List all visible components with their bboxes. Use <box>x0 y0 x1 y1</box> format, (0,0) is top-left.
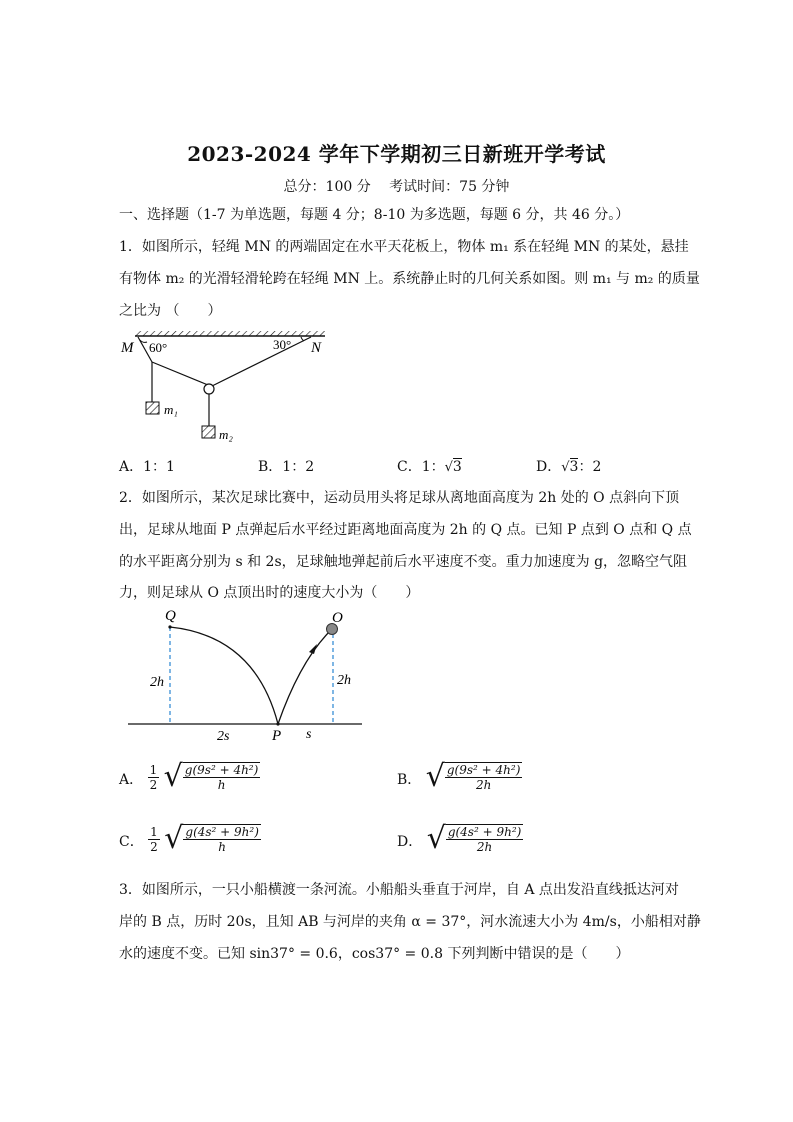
q2-option-c-radicand: $\frac{\text{g(4s² + 9h²)}}{h}$ <box>185 825 259 854</box>
trajectory-po <box>278 630 331 724</box>
block-m2 <box>202 426 215 438</box>
q2-line-3: 的水平距离分别为 s 和 2s，足球触地弹起前后水平速度不变。重力加速度为 g，忽略空气阻 <box>119 554 688 570</box>
q2-option-a-coef: $\frac{1}{2}$ <box>149 762 158 792</box>
q1-option-c[interactable] <box>397 456 462 476</box>
q2-figure <box>125 606 370 746</box>
pulley <box>204 384 214 394</box>
q3-line-1: 3．如图所示，一只小船横渡一条河流。小船船头垂直于河岸，自 A 点出发沿直线抵达河对 <box>119 882 679 898</box>
label-m1: m₁ <box>164 402 178 417</box>
q1-option-d[interactable] <box>536 456 601 476</box>
label-M: M <box>121 340 134 356</box>
label-m2: m₂ <box>219 427 233 442</box>
exam-subtitle: 总分：100 分 考试时间：75 分钟 <box>283 179 510 195</box>
label-2s: 2s <box>217 729 230 744</box>
sqrt-sign: √ <box>164 821 184 856</box>
section-heading: 一、选择题（1-7 为单选题，每题 4 分；8-10 为多选题，每题 6 分，共 46 分。） <box>119 207 630 223</box>
label-O: O <box>332 610 343 626</box>
exam-title: 2023-2024 学年下学期初三日新班开学考试 <box>187 142 606 166</box>
label-angle-60: 60° <box>149 340 168 355</box>
label-N: N <box>311 340 322 356</box>
label-P: P <box>272 728 282 744</box>
angle-arc-right <box>301 337 304 341</box>
q2-option-c-coef: $\frac{1}{2}$ <box>150 824 158 854</box>
q2-option-a[interactable] <box>119 759 260 794</box>
q2-option-b-label: B． <box>397 772 422 788</box>
q1-option-d-radicand: 3 <box>569 459 579 475</box>
q2-option-b-radicand: $\frac{\text{g(9s² + 4h²)}}{2h}$ <box>446 763 521 792</box>
q2-option-d-radicand: $\frac{\text{g(4s² + 9h²)}}{2h}$ <box>447 825 522 854</box>
label-s: s <box>306 727 312 742</box>
sqrt-sign: √ <box>444 460 453 475</box>
q3-line-2: 岸的 B 点，历时 20s，且知 AB 与河岸的夹角 α = 37°，河水流速大小为 4m/s，小船相对静 <box>119 914 701 930</box>
q1-option-a[interactable]: A．1：1 <box>119 459 175 475</box>
q1-option-c-text: C．1： <box>397 459 445 475</box>
q2-line-2: 出，足球从地面 P 点弹起后水平经过距离地面高度为 2h 的 Q 点。已知 P 点到 O 点和 Q 点 <box>119 522 692 538</box>
q1-option-d-label: D． <box>536 459 562 475</box>
q2-option-d-label: D． <box>397 834 423 850</box>
q2-line-1: 2．如图所示，某次足球比赛中，运动员用头将足球从离地面高度为 2h 处的 O 点斜向下顶 <box>119 490 680 506</box>
sqrt-sign: √ <box>426 821 446 856</box>
sqrt-sign: √ <box>425 759 445 794</box>
q2-option-c[interactable] <box>119 821 261 856</box>
q1-option-c-radicand: 3 <box>452 459 462 475</box>
rope-right <box>212 337 311 386</box>
label-angle-30: 30° <box>273 337 292 352</box>
q1-line-3: 之比为 （ ） <box>119 303 222 319</box>
q1-option-b[interactable]: B．1：2 <box>258 459 315 475</box>
q2-option-a-radicand: $\frac{\text{g(9s² + 4h²)}}{h}$ <box>184 763 259 792</box>
block-m1 <box>146 402 159 414</box>
sqrt-sign: √ <box>561 460 570 475</box>
q1-option-d-text: ：2 <box>578 459 602 475</box>
q2-option-a-label: A． <box>119 772 144 788</box>
label-Q: Q <box>165 608 176 624</box>
rope-left-lower <box>152 362 208 385</box>
trajectory-qp <box>170 627 278 724</box>
label-2h-left: 2h <box>150 675 164 690</box>
q2-option-d[interactable] <box>397 821 523 856</box>
label-2h-right: 2h <box>337 673 351 688</box>
point-p <box>276 722 279 725</box>
point-q <box>168 625 171 628</box>
sqrt-sign: √ <box>163 759 183 794</box>
q2-option-c-label: C． <box>119 834 144 850</box>
q1-line-2: 有物体 m₂ 的光滑轻滑轮跨在轻绳 MN 上。系统静止时的几何关系如图。则 m₁ 与 m₂ 的质量 <box>119 271 700 287</box>
direction-arrow <box>309 644 317 654</box>
q2-option-b[interactable] <box>397 759 522 794</box>
q2-line-4: 力，则足球从 O 点顶出时的速度大小为（ ） <box>119 585 420 601</box>
q3-line-3: 水的速度不变。已知 sin37° = 0.6，cos37° = 0.8 下列判断中错误的是（ ） <box>119 946 630 962</box>
q1-figure <box>115 328 335 446</box>
q1-line-1: 1．如图所示，轻绳 MN 的两端固定在水平天花板上，物体 m₁ 系在轻绳 MN 的某处，悬挂 <box>119 239 689 255</box>
